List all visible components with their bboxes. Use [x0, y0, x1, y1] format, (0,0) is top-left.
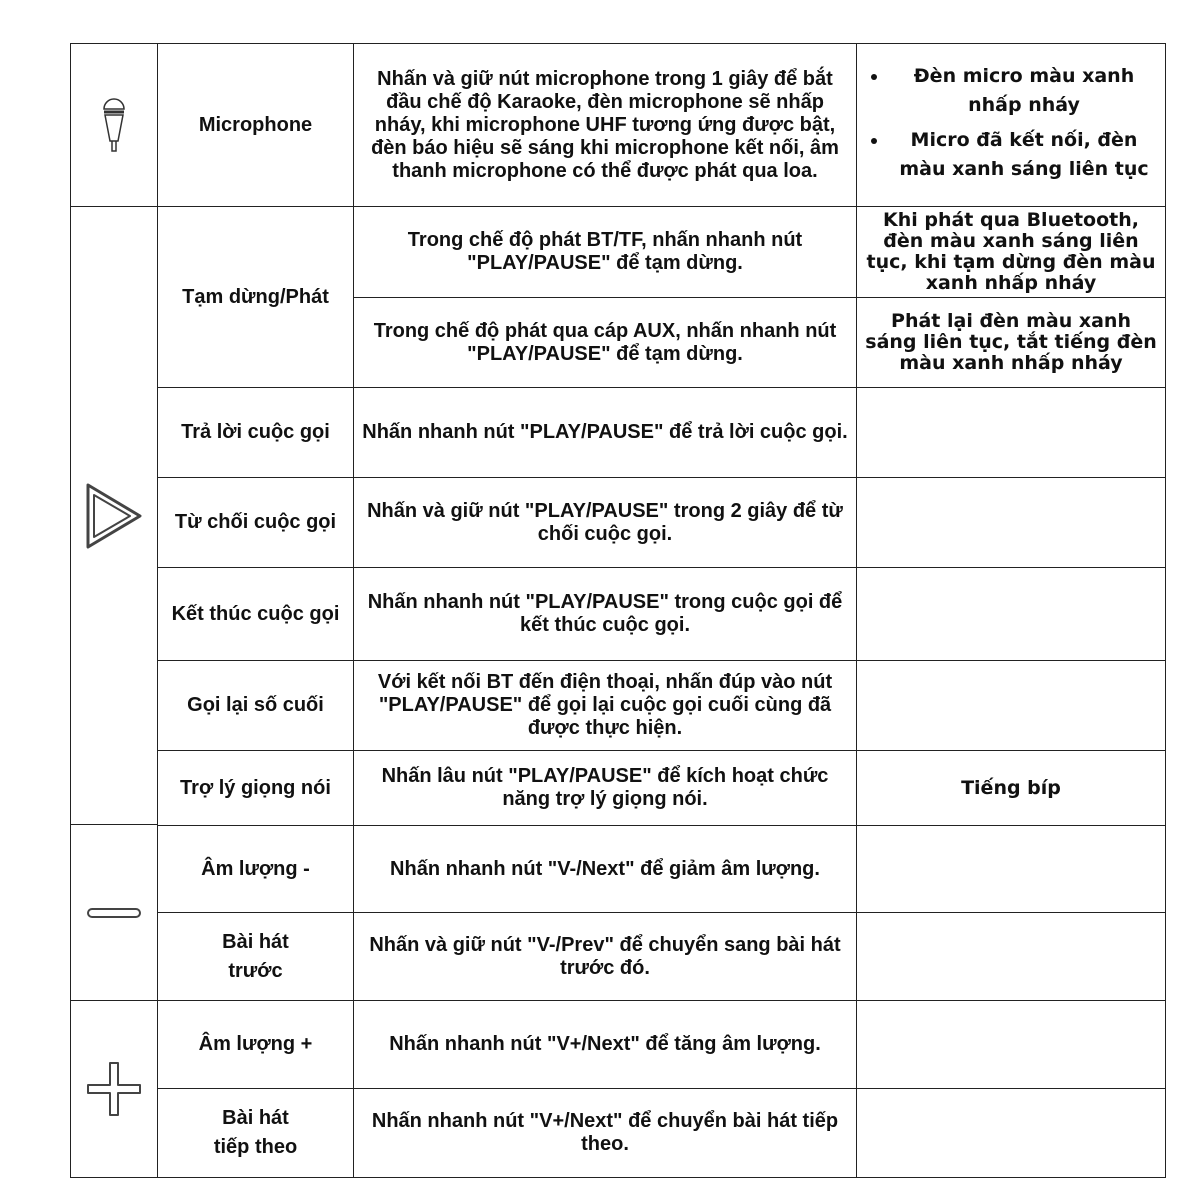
- function-label: Bài hát tiếp theo: [213, 1107, 298, 1158]
- description-text: Nhấn nhanh nút "PLAY/PAUSE" trong cuộc gọi để kết thúc cuộc gọi.: [367, 591, 843, 636]
- function-label: Bài hát trước: [222, 930, 289, 982]
- status-item: • Đèn micro màu xanh nhấp nháy: [889, 62, 1159, 120]
- status-cell: [856, 1000, 1166, 1089]
- function-label: Trợ lý giọng nói: [180, 776, 331, 799]
- status-item: • Micro đã kết nối, đèn màu xanh sáng liên tục: [889, 126, 1159, 184]
- minus-icon: [86, 906, 142, 920]
- status-cell: [856, 387, 1166, 478]
- function-cell: [157, 387, 354, 478]
- description-text: Nhấn nhanh nút "PLAY/PAUSE" để trả lời cuộc gọi.: [362, 421, 848, 443]
- description-cell: [353, 660, 857, 751]
- status-cell: [856, 567, 1166, 661]
- description-text: Nhấn nhanh nút "V+/Next" để tăng âm lượng.: [389, 1033, 821, 1055]
- description-text: Với kết nối BT đến điện thoại, nhấn đúp vào nút "PLAY/PAUSE" để gọi lại cuộc gọi cuối cùng đã được thực hiện.: [377, 671, 833, 739]
- status-cell: [856, 477, 1166, 568]
- description-cell: [353, 750, 857, 826]
- function-label: Âm lượng -: [201, 857, 310, 880]
- description-text: Nhấn và giữ nút "PLAY/PAUSE" trong 2 giây để từ chối cuộc gọi.: [367, 499, 843, 545]
- icon-cell-play: [70, 206, 158, 826]
- status-list: [863, 62, 1159, 190]
- status-cell: [856, 750, 1166, 826]
- description-text: Nhấn và giữ nút "V-/Prev" để chuyển sang bài hát trước đó.: [369, 933, 841, 979]
- status-text: Tiếng bíp: [961, 777, 1061, 799]
- description-text: Nhấn và giữ nút microphone trong 1 giây để bắt đầu chế độ Karaoke, đèn microphone sẽ nhấp nháy, khi microphone UHF tương ứng được bật, đèn báo hiệu sẽ sáng khi microphone kết nối, âm thanh microphone có thể được phát qua loa.: [371, 68, 839, 182]
- microphone-icon: [99, 95, 129, 157]
- description-cell: [353, 477, 857, 568]
- function-cell: [157, 43, 354, 208]
- icon-cell-plus: [70, 1000, 158, 1178]
- description-text: Nhấn nhanh nút "V-/Next" để giảm âm lượng.: [390, 857, 820, 880]
- status-cell: [856, 660, 1166, 751]
- function-cell: [157, 477, 354, 568]
- description-text: Trong chế độ phát qua cáp AUX, nhấn nhanh nút "PLAY/PAUSE" để tạm dừng.: [373, 319, 837, 365]
- function-cell: [157, 1000, 354, 1089]
- function-label: Gọi lại số cuối: [187, 694, 324, 716]
- description-text: Nhấn nhanh nút "V+/Next" để chuyển bài hát tiếp theo.: [371, 1110, 839, 1155]
- function-label: Kết thúc cuộc gọi: [171, 602, 340, 625]
- icon-cell-minus: [70, 824, 158, 1001]
- description-cell: [353, 387, 857, 478]
- function-label: Trả lời cuộc gọi: [181, 421, 330, 443]
- description-cell: [353, 567, 857, 661]
- function-cell: [157, 567, 354, 661]
- description-cell: [353, 1088, 857, 1178]
- play-icon: [84, 482, 144, 550]
- function-cell: [157, 750, 354, 826]
- function-label: Âm lượng +: [198, 1033, 313, 1055]
- description-cell: [353, 206, 857, 298]
- status-cell: [856, 297, 1166, 388]
- status-cell: [856, 825, 1166, 913]
- description-cell: [353, 825, 857, 913]
- function-cell: [157, 1088, 354, 1178]
- status-cell: [856, 912, 1166, 1001]
- function-label: Microphone: [198, 114, 313, 136]
- description-text: Trong chế độ phát BT/TF, nhấn nhanh nút "PLAY/PAUSE" để tạm dừng.: [407, 229, 803, 274]
- description-text: Nhấn lâu nút "PLAY/PAUSE" để kích hoạt chức năng trợ lý giọng nói.: [381, 765, 829, 810]
- function-cell: [157, 825, 354, 913]
- status-text: Khi phát qua Bluetooth, đèn màu xanh sáng liên tục, khi tạm dừng đèn màu xanh nhấp nháy: [866, 209, 1156, 294]
- function-cell: [157, 912, 354, 1001]
- function-label: Từ chối cuộc gọi: [174, 511, 337, 533]
- function-label: Tạm dừng/Phát: [182, 285, 329, 308]
- status-cell: [856, 43, 1166, 208]
- function-cell: [157, 206, 354, 388]
- description-cell: [353, 1000, 857, 1089]
- status-cell: [856, 206, 1166, 298]
- function-cell: [157, 660, 354, 751]
- icon-cell-microphone: [70, 43, 158, 208]
- status-cell: [856, 1088, 1166, 1178]
- plus-icon: [86, 1061, 142, 1117]
- description-cell: [353, 43, 857, 208]
- status-text: Phát lại đèn màu xanh sáng liên tục, tắt tiếng đèn màu xanh nhấp nháy: [865, 310, 1157, 374]
- description-cell: [353, 912, 857, 1001]
- description-cell: [353, 297, 857, 388]
